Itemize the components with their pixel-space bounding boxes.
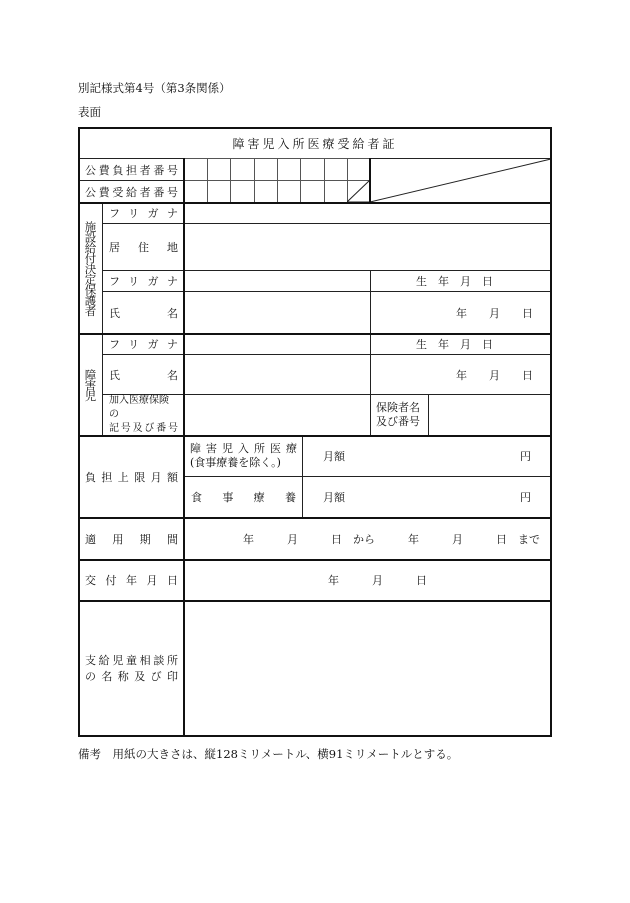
child-birth-label: 生 年 月 日 [370, 333, 552, 355]
office-seal-field[interactable] [184, 600, 552, 737]
guardian-birth-date[interactable]: 年 月 日 [370, 291, 552, 334]
insurer-label: 保険者名 及び番号 [370, 394, 429, 436]
guardian-furigana2-field[interactable] [184, 270, 371, 292]
side-label: 表面 [78, 105, 101, 119]
meal-label: 食事療養 [184, 476, 303, 518]
payer-digit-box[interactable] [207, 158, 231, 181]
recipient-digit-box[interactable] [207, 180, 231, 203]
divider [78, 333, 552, 335]
child-name-field[interactable] [184, 354, 371, 395]
divider [78, 202, 552, 204]
form-number: 別記様式第4号（第3条関係） [78, 81, 231, 95]
divider [78, 600, 552, 602]
recipient-digit-box[interactable] [324, 180, 348, 203]
recipient-number-label: 公費受給者番号 [78, 180, 185, 203]
child-furigana-field[interactable] [184, 333, 371, 355]
recipient-digit-box[interactable] [230, 180, 255, 203]
medical-label: 障害児入所医療 (食事療養を除く。) [184, 435, 303, 477]
child-section-label: 障害児 [78, 333, 103, 436]
payer-digit-box[interactable] [230, 158, 255, 181]
recipient-digit-box[interactable] [254, 180, 278, 203]
divider [78, 517, 552, 519]
guardian-name-field[interactable] [184, 291, 371, 334]
guardian-address-label: 居住地 [102, 223, 185, 271]
divider [78, 559, 552, 561]
child-birth-date[interactable]: 年 月 日 [370, 354, 552, 395]
payer-number-label: 公費負担者番号 [78, 158, 185, 181]
medical-amount-field[interactable]: 月額 円 [302, 435, 552, 477]
divider [369, 158, 371, 203]
payer-digit-box[interactable] [300, 158, 325, 181]
guardian-furigana2-label: フリガナ [102, 270, 185, 292]
issue-date-label: 交付年月日 [78, 559, 185, 601]
insurance-label: 加入医療保険の 記号及び番号 [102, 394, 185, 436]
guardian-address-field[interactable] [184, 223, 552, 271]
recipient-digit-box[interactable] [300, 180, 325, 203]
diagonal-strike [347, 158, 552, 203]
insurer-field[interactable] [428, 394, 552, 436]
child-furigana-label: フリガナ [102, 333, 185, 355]
payer-digit-box[interactable] [184, 158, 208, 181]
guardian-furigana-field[interactable] [184, 202, 552, 224]
guardian-section-label: 施設給付決定保護者 [78, 202, 103, 334]
period-label: 適用期間 [78, 517, 185, 560]
meal-amount-field[interactable]: 月額 円 [302, 476, 552, 518]
footnote: 備考 用紙の大きさは、縦128ミリメートル、横91ミリメートルとする。 [78, 747, 459, 761]
issue-date-field[interactable]: 年 月 日 [184, 559, 552, 601]
payer-digit-box[interactable] [277, 158, 301, 181]
period-field[interactable]: 年 月 日 から 年 月 日 まで [184, 517, 552, 560]
guardian-name-label: 氏名 [102, 291, 185, 334]
child-name-label: 氏名 [102, 354, 185, 395]
office-label: 支給児童相談所 の名称及び印 [78, 600, 185, 737]
payer-digit-box[interactable] [254, 158, 278, 181]
guardian-furigana-label: フリガナ [102, 202, 185, 224]
limit-label: 負担上限月額 [78, 435, 185, 518]
recipient-digit-box[interactable] [184, 180, 208, 203]
recipient-digit-box[interactable] [277, 180, 301, 203]
insurance-field[interactable] [184, 394, 371, 436]
payer-digit-box[interactable] [324, 158, 348, 181]
form-title: 障害児入所医療受給者証 [78, 127, 552, 159]
divider [78, 435, 552, 437]
guardian-birth-label: 生 年 月 日 [370, 270, 552, 292]
divider [183, 158, 185, 737]
